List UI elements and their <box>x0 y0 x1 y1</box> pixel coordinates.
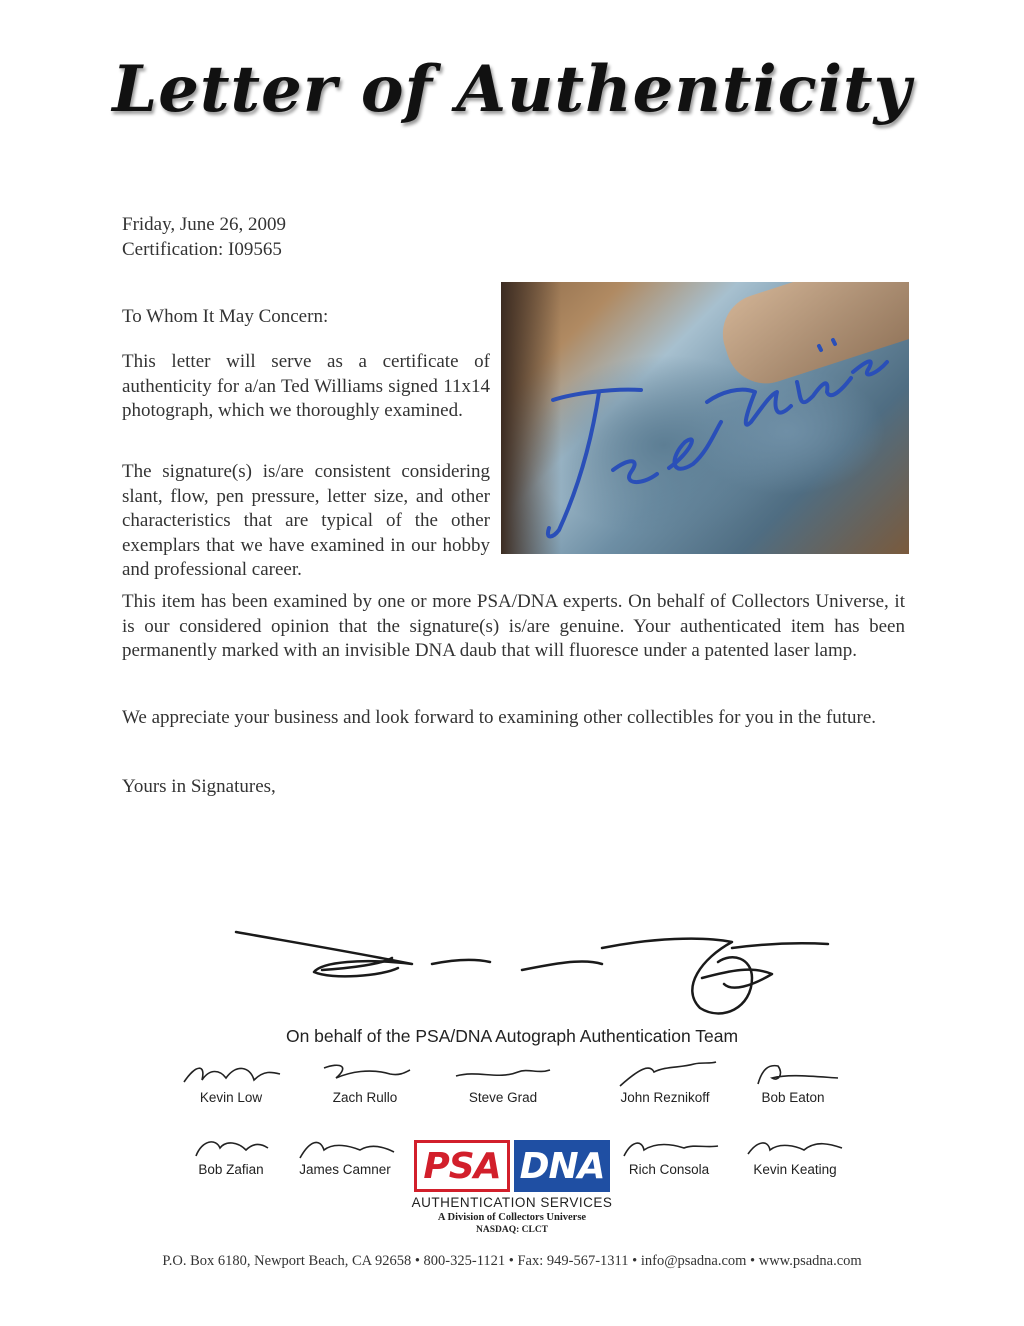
staff-zach-rullo <box>310 1058 420 1105</box>
staff-name: Kevin Low <box>199 1090 263 1105</box>
signature-steve-grad <box>448 1058 558 1090</box>
staff-james-camner <box>290 1132 400 1177</box>
dna-logo-mark: DNA <box>514 1140 610 1192</box>
staff-name: John Reznikoff <box>620 1090 710 1105</box>
staff-name: Bob Zafian <box>198 1162 264 1177</box>
salutation: To Whom It May Concern: <box>122 306 329 327</box>
signature-bob-eaton <box>738 1058 848 1090</box>
staff-name: James Camner <box>299 1162 391 1177</box>
footer-contact: P.O. Box 6180, Newport Beach, CA 92658 • 800-325-1121 • Fax: 949-567-1311 • info@psadna.com • www.psadna.com <box>162 1253 862 1269</box>
signature-john-reznikoff <box>610 1058 720 1090</box>
staff-name: Rich Consola <box>628 1162 710 1177</box>
letter-title: Letter of Authenticity <box>112 52 912 127</box>
signature-kevin-low <box>176 1058 286 1090</box>
paragraph-certificate: This letter will serve as a certificate of authenticity for a/an Ted Williams signed 11x14 photograph, which we thoroughly examined. <box>122 351 490 421</box>
signature-james-camner <box>290 1132 400 1162</box>
team-signature <box>232 918 852 1028</box>
staff-name: Steve Grad <box>468 1090 538 1105</box>
letter-date: Friday, June 26, 2009 <box>122 214 286 235</box>
certification-number: Certification: I09565 <box>122 239 282 260</box>
staff-john-reznikoff <box>610 1058 720 1105</box>
staff-name: Zach Rullo <box>332 1090 398 1105</box>
closing: Yours in Signatures, <box>122 776 276 797</box>
ted-williams-autograph <box>501 282 909 554</box>
psa-dna-logo <box>414 1140 610 1192</box>
division-line: A Division of Collectors Universe <box>437 1212 587 1223</box>
staff-kevin-low <box>176 1058 286 1105</box>
signature-zach-rullo <box>310 1058 420 1090</box>
staff-name: Kevin Keating <box>753 1162 837 1177</box>
signature-rich-consola <box>614 1132 724 1162</box>
paragraph-examination: This item has been examined by one or more PSA/DNA experts. On behalf of Collectors Universe, it is our considered opinion that the signature(s) is/are genuine. Your authenticated item has been permanently marked with an invisible DNA daub that will fluoresce under a patented laser lamp. <box>122 591 905 661</box>
staff-bob-zafian <box>176 1132 286 1177</box>
staff-kevin-keating <box>740 1132 850 1177</box>
team-heading: On behalf of the PSA/DNA Autograph Authentication Team <box>285 1026 739 1046</box>
authentication-services: AUTHENTICATION SERVICES <box>411 1195 613 1210</box>
signature-kevin-keating <box>740 1132 850 1162</box>
paragraph-consistency: The signature(s) is/are consistent considering slant, flow, pen pressure, letter size, and other characteristics that are typical of the other exemplars that we have examined in our hobby and professional career. <box>122 461 490 580</box>
psa-logo-mark: PSA <box>414 1140 510 1192</box>
signature-bob-zafian <box>176 1132 286 1162</box>
signed-photograph <box>501 282 909 554</box>
staff-steve-grad <box>448 1058 558 1105</box>
staff-bob-eaton <box>738 1058 848 1105</box>
paragraph-appreciation: We appreciate your business and look forward to examining other collectibles for you in the future. <box>122 707 877 728</box>
staff-name: Bob Eaton <box>761 1090 825 1105</box>
nasdaq-line: NASDAQ: CLCT <box>475 1225 549 1235</box>
staff-rich-consola <box>614 1132 724 1177</box>
